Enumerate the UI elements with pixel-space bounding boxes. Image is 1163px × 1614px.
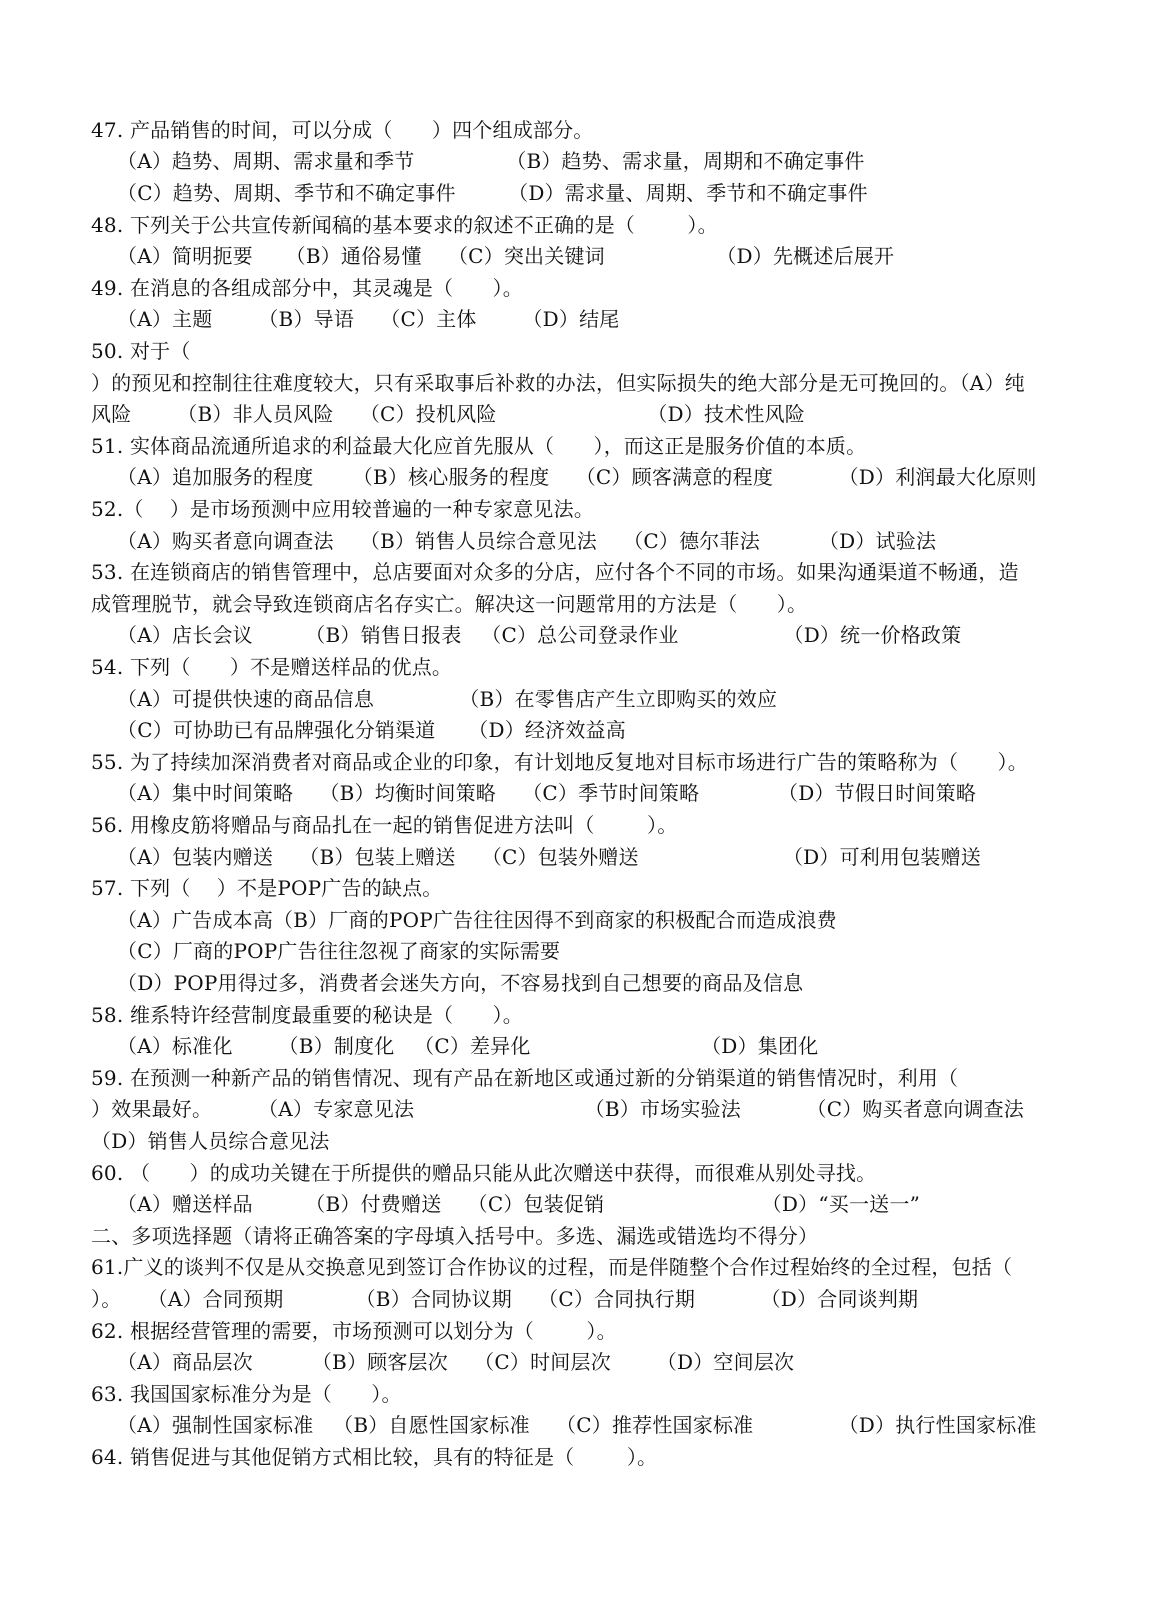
question-63-options: （A）强制性国家标准 （B）自愿性国家标准 （C）推荐性国家标准 （D）执行性国家标准 bbox=[117, 1413, 1037, 1437]
section-heading-multiple-choice: 二、多项选择题（请将正确答案的字母填入括号中。多选、漏选或错选均不得分） bbox=[91, 1224, 819, 1248]
question-48: 48. 下列关于公共宣传新闻稿的基本要求的叙述不正确的是（ ）。 bbox=[91, 213, 718, 237]
question-47-options-cd: （C）趋势、周期、季节和不确定事件 （D）需求量、周期、季节和不确定事件 bbox=[117, 181, 868, 205]
question-49: 49. 在消息的各组成部分中，其灵魂是（ ）。 bbox=[91, 276, 523, 300]
question-50-options: 风险 （B）非人员风险 （C）投机风险 （D）技术性风险 bbox=[91, 402, 805, 426]
question-58: 58. 维系特许经营制度最重要的秘诀是（ ）。 bbox=[91, 1003, 523, 1027]
question-62-options: （A）商品层次 （B）顾客层次 （C）时间层次 （D）空间层次 bbox=[117, 1350, 795, 1374]
question-51: 51. 实体商品流通所追求的利益最大化应首先服从（ ），而这正是服务价值的本质。 bbox=[91, 434, 867, 458]
question-49-options: （A）主题 （B）导语 （C）主体 （D）结尾 bbox=[117, 307, 620, 331]
question-55-options: （A）集中时间策略 （B）均衡时间策略 （C）季节时间策略 （D）节假日时间策略 bbox=[117, 781, 977, 805]
question-59-option-d: （D）销售人员综合意见法 bbox=[91, 1129, 330, 1153]
question-57-option-d: （D）POP用得过多，消费者会迷失方向，不容易找到自己想要的商品及信息 bbox=[117, 971, 804, 995]
question-60: 60. （ ）的成功关键在于所提供的赠品只能从此次赠送中获得，而很难从别处寻找。 bbox=[91, 1161, 877, 1185]
question-50: 50. 对于（ bbox=[91, 339, 191, 363]
question-52: 52.（ ）是市场预测中应用较普遍的一种专家意见法。 bbox=[91, 497, 595, 521]
question-60-options: （A）赠送样品 （B）付费赠送 （C）包装促销 （D）“买一送一” bbox=[117, 1192, 920, 1216]
question-56-options: （A）包装内赠送 （B）包装上赠送 （C）包装外赠送 （D）可利用包装赠送 bbox=[117, 845, 982, 869]
question-54-options-cd: （C）可协助已有品牌强化分销渠道 （D）经济效益高 bbox=[117, 718, 626, 742]
question-51-options: （A）追加服务的程度 （B）核心服务的程度 （C）顾客满意的程度 （D）利润最大化原则 bbox=[117, 465, 1037, 489]
question-57: 57. 下列（ ）不是POP广告的缺点。 bbox=[91, 876, 443, 900]
question-53-continued: 成管理脱节，就会导致连锁商店名存实亡。解决这一问题常用的方法是（ ）。 bbox=[91, 592, 808, 616]
question-48-options: （A）简明扼要 （B）通俗易懂 （C）突出关键词 （D）先概述后展开 bbox=[117, 244, 895, 268]
question-59-options-abc: ）效果最好。 （A）专家意见法 （B）市场实验法 （C）购买者意向调查法 bbox=[91, 1097, 1025, 1121]
question-62: 62. 根据经营管理的需要，市场预测可以划分为（ ）。 bbox=[91, 1319, 617, 1343]
question-52-options: （A）购买者意向调查法 （B）销售人员综合意见法 （C）德尔菲法 （D）试验法 bbox=[117, 529, 937, 553]
question-58-options: （A）标准化 （B）制度化 （C）差异化 （D）集团化 bbox=[117, 1034, 819, 1058]
question-59: 59. 在预测一种新产品的销售情况、现有产品在新地区或通过新的分销渠道的销售情况时，利用（ bbox=[91, 1066, 959, 1090]
question-53-options: （A）店长会议 （B）销售日报表 （C）总公司登录作业 （D）统一价格政策 bbox=[117, 623, 962, 647]
question-54: 54. 下列（ ）不是赠送样品的优点。 bbox=[91, 655, 453, 679]
question-57-options-ab: （A）广告成本高（B）厂商的POP广告往往因得不到商家的积极配合而造成浪费 bbox=[117, 908, 837, 932]
question-47: 47. 产品销售的时间，可以分成（ ）四个组成部分。 bbox=[91, 118, 594, 142]
question-53: 53. 在连锁商店的销售管理中，总店要面对众多的分店，应付各个不同的市场。如果沟通渠道不畅通，造 bbox=[91, 560, 1019, 584]
question-64: 64. 销售促进与其他促销方式相比较，具有的特征是（ ）。 bbox=[91, 1445, 658, 1469]
question-54-options-ab: （A）可提供快速的商品信息 （B）在零售店产生立即购买的效应 bbox=[117, 687, 778, 711]
question-57-option-c: （C）厂商的POP广告往往忽视了商家的实际需要 bbox=[117, 939, 561, 963]
question-63: 63. 我国国家标准分为是（ ）。 bbox=[91, 1382, 402, 1406]
question-50-continued: ）的预见和控制往往难度较大，只有采取事后补救的办法，但实际损失的绝大部分是无可挽回的。（A）纯 bbox=[91, 371, 1025, 395]
question-47-options-ab: （A）趋势、周期、需求量和季节 （B）趋势、需求量，周期和不确定事件 bbox=[117, 149, 865, 173]
question-61-options: ）。 （A）合同预期 （B）合同协议期 （C）合同执行期 （D）合同谈判期 bbox=[91, 1287, 919, 1311]
question-61: 61.广义的谈判不仅是从交换意见到签订合作协议的过程，而是伴随整个合作过程始终的全过程，包括（ bbox=[91, 1255, 1013, 1279]
question-56: 56. 用橡皮筋将赠品与商品扎在一起的销售促进方法叫（ ）。 bbox=[91, 813, 678, 837]
question-55: 55. 为了持续加深消费者对商品或企业的印象，有计划地反复地对目标市场进行广告的策略称为（ ）。 bbox=[91, 750, 1028, 774]
